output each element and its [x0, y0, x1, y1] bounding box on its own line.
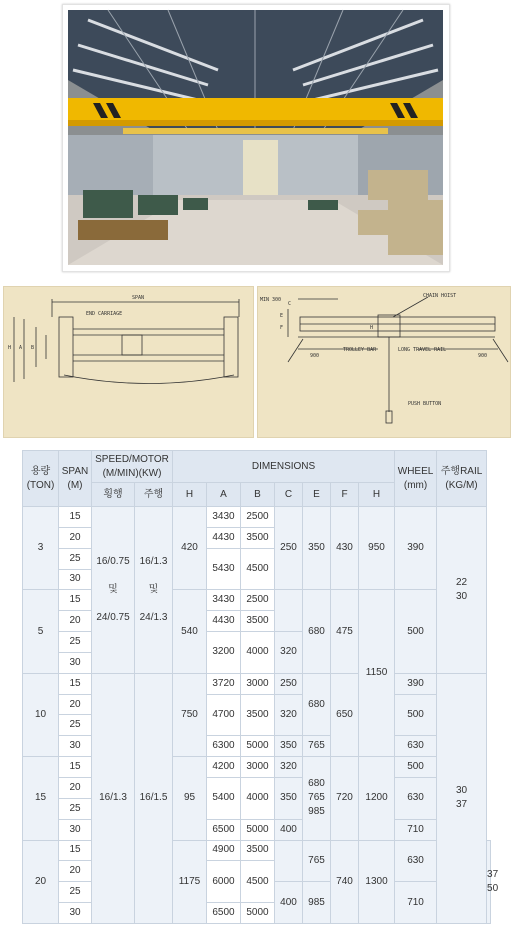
- header-h1: H: [173, 483, 207, 507]
- rail-cell: [487, 840, 499, 924]
- dim-h-cell: 750: [173, 673, 207, 756]
- dim-h-cell: 95: [173, 757, 207, 840]
- dim-c-cell: 320: [275, 632, 303, 674]
- dim-e-cell: 765: [303, 736, 331, 757]
- dim-h2-cell: 1150: [359, 590, 395, 757]
- wheel-cell: 500: [395, 757, 437, 778]
- header-speed-motor-text: SPEED/MOTOR (M/MIN)(KW): [95, 453, 169, 479]
- dim-c-cell: 350: [275, 736, 303, 757]
- wheel-cell: 630: [395, 840, 437, 882]
- dim-e-cell: 985: [303, 882, 331, 924]
- chain-hoist-label: CHAIN HOIST: [423, 293, 457, 299]
- ton-3: 3: [23, 507, 59, 590]
- dim-f-cell: 650: [331, 673, 359, 756]
- span-cell: 25: [59, 882, 92, 903]
- dim-b-cell: 4000: [241, 777, 275, 819]
- header-rail-text: 주행RAIL (KG/M): [440, 465, 483, 491]
- dim-c-label: C: [288, 301, 292, 307]
- header-h2: H: [359, 483, 395, 507]
- dim-e-cell: 680: [303, 673, 331, 736]
- header-span: [59, 451, 92, 507]
- dim-a-cell: 6300: [207, 736, 241, 757]
- dim-e-label: E: [280, 313, 284, 319]
- header-b: B: [241, 483, 275, 507]
- span-cell: 25: [59, 548, 92, 569]
- dim-b-cell: 5000: [241, 903, 275, 924]
- header-travel: 주행: [135, 483, 173, 507]
- speed-travel-small: [135, 507, 173, 674]
- dim-h-cell: 540: [173, 590, 207, 673]
- rail-value-1: 37: [487, 868, 499, 880]
- dim-a-cell: 5400: [207, 777, 241, 819]
- rail-value-2: 37: [455, 799, 468, 811]
- dim-e-value-3: 985: [308, 806, 325, 818]
- dim-h2-cell: 950: [359, 507, 395, 590]
- header-rail: [437, 451, 487, 507]
- dim-e-cell: 350: [303, 507, 331, 590]
- header-c: C: [275, 483, 303, 507]
- span-cell: 30: [59, 903, 92, 924]
- wheel-cell: 630: [395, 736, 437, 757]
- speed-traverse-value-1: 16/0.75: [96, 555, 130, 567]
- span-cell: 25: [59, 798, 92, 819]
- dim-a-cell: 4430: [207, 611, 241, 632]
- dim-c-cell: 400: [275, 819, 303, 840]
- span-cell: 30: [59, 652, 92, 673]
- crane-photo-frame: [62, 4, 450, 272]
- header-speed-motor: [92, 451, 173, 483]
- header-f: F: [331, 483, 359, 507]
- rail-value-1: 22: [455, 576, 468, 588]
- span-cell: 25: [59, 715, 92, 736]
- dim-b-cell: 3000: [241, 673, 275, 694]
- wheel-cell: 630: [395, 777, 437, 819]
- header-e: E: [303, 483, 331, 507]
- dim-c-cell: 320: [275, 694, 303, 736]
- dim-a-cell: 4200: [207, 757, 241, 778]
- dim-a-cell: 6500: [207, 903, 241, 924]
- dim-h-cell: 420: [173, 507, 207, 590]
- dim-h2-cell: 1200: [359, 757, 395, 840]
- trolley-bar-label: TROLLEY BAR: [343, 347, 377, 353]
- header-a: A: [207, 483, 241, 507]
- dim-a-cell: 5430: [207, 548, 241, 590]
- speed-traverse-large: 16/1.3: [92, 673, 135, 923]
- dim-f-cell: 430: [331, 507, 359, 590]
- dim-h-label: H: [8, 345, 12, 351]
- speed-travel-large: 16/1.5: [135, 673, 173, 923]
- span-cell: 20: [59, 777, 92, 798]
- dim-c-cell: 250: [275, 673, 303, 694]
- dim-f-cell: 475: [331, 590, 359, 673]
- span-cell: 30: [59, 819, 92, 840]
- span-cell: 30: [59, 569, 92, 590]
- speed-travel-value-1: 16/1.3: [139, 555, 168, 567]
- dim-a-label: A: [19, 345, 23, 351]
- end-carriage-label: END CARRIAGE: [86, 311, 123, 317]
- wheel-cell: 500: [395, 590, 437, 673]
- crane-elevation-drawing: [257, 286, 511, 438]
- ton-10: 10: [23, 673, 59, 756]
- long-travel-rail-label: LONG TRAVEL RAIL: [398, 347, 447, 353]
- header-span-text: SPAN (M): [61, 465, 89, 491]
- dim-b-cell: 4500: [241, 548, 275, 590]
- speed-traverse-value-2: 24/0.75: [96, 611, 130, 623]
- dim-b-cell: 2500: [241, 507, 275, 528]
- header-capacity: [23, 451, 59, 507]
- dim-c-cell: 320: [275, 757, 303, 778]
- span-label: SPAN: [132, 295, 145, 301]
- dim-e-cell: 765: [303, 840, 331, 882]
- dim-a-cell: 4430: [207, 527, 241, 548]
- crane-plan-drawing: [3, 286, 254, 438]
- dim-c-cell: [275, 590, 303, 632]
- dim-b-cell: 2500: [241, 590, 275, 611]
- span-cell: 30: [59, 736, 92, 757]
- ton-15: 15: [23, 757, 59, 840]
- speed-traverse-small: [92, 507, 135, 674]
- rail-cell: [437, 507, 487, 674]
- rail-value-2: 30: [455, 590, 468, 602]
- wheel-cell: 710: [395, 882, 437, 924]
- dim-c-cell: [275, 840, 303, 882]
- dim-b-cell: 4500: [241, 861, 275, 903]
- dim-e-cell: [303, 757, 331, 840]
- dim-h-label-right: H: [370, 325, 374, 331]
- dim-b-cell: 4000: [241, 632, 275, 674]
- span-cell: 15: [59, 840, 92, 861]
- dim-a-cell: 3430: [207, 507, 241, 528]
- wheel-cell: 500: [395, 694, 437, 736]
- span-cell: 20: [59, 527, 92, 548]
- wheel-cell: 390: [395, 673, 437, 694]
- rail-value-1: 30: [455, 785, 468, 797]
- dim-e-cell: 680: [303, 590, 331, 673]
- dim-f-cell: 720: [331, 757, 359, 840]
- ton-20: 20: [23, 840, 59, 924]
- span-cell: 15: [59, 507, 92, 528]
- span-cell: 15: [59, 590, 92, 611]
- ton-5: 5: [23, 590, 59, 673]
- header-capacity-line1: 용량 (TON): [26, 465, 55, 491]
- dim-h2-cell: 1300: [359, 840, 395, 924]
- dim-b-cell: 3500: [241, 527, 275, 548]
- crane-spec-table: [22, 450, 499, 924]
- dim-b-cell: 5000: [241, 736, 275, 757]
- dim-a-cell: 6000: [207, 861, 241, 903]
- dim-a-cell: 3200: [207, 632, 241, 674]
- header-wheel-text: WHEEL (mm): [397, 465, 434, 491]
- push-button-label: PUSH BUTTON: [408, 401, 442, 407]
- header-dimensions: DIMENSIONS: [173, 451, 395, 483]
- dim-a-cell: 6500: [207, 819, 241, 840]
- dim-e-value-2: 765: [308, 792, 325, 804]
- wheel-cell: 710: [395, 819, 437, 840]
- dim-a-cell: 4700: [207, 694, 241, 736]
- overhead-crane-photo: [68, 10, 443, 265]
- min-label: MIN 300: [260, 297, 282, 303]
- dim-a-cell: 3430: [207, 590, 241, 611]
- header-wheel: [395, 451, 437, 507]
- dim-a-cell: 3720: [207, 673, 241, 694]
- dim-900-right: 900: [478, 353, 488, 359]
- dim-b-cell: 3500: [241, 840, 275, 861]
- wheel-cell: 390: [395, 507, 437, 590]
- header-traverse: 횡행: [92, 483, 135, 507]
- dim-c-cell: 400: [275, 882, 303, 924]
- span-cell: 25: [59, 632, 92, 653]
- dim-b-cell: 5000: [241, 819, 275, 840]
- dim-b-label: B: [31, 345, 35, 351]
- rail-value-2: 50: [487, 882, 499, 894]
- dim-e-value-1: 680: [308, 778, 325, 790]
- speed-travel-and: 및: [148, 583, 159, 595]
- dim-b-cell: 3500: [241, 611, 275, 632]
- span-cell: 15: [59, 673, 92, 694]
- dim-h-cell: 1175: [173, 840, 207, 924]
- dim-c-cell: 350: [275, 777, 303, 819]
- dim-b-cell: 3500: [241, 694, 275, 736]
- span-cell: 15: [59, 757, 92, 778]
- rail-cell: [437, 673, 487, 923]
- span-cell: 20: [59, 861, 92, 882]
- speed-travel-value-2: 24/1.3: [139, 611, 168, 623]
- dim-f-label: F: [280, 325, 284, 331]
- dim-900-left: 900: [310, 353, 320, 359]
- dim-a-cell: 4900: [207, 840, 241, 861]
- dim-c-cell: 250: [275, 507, 303, 590]
- dim-b-cell: 3000: [241, 757, 275, 778]
- dim-f-cell: 740: [331, 840, 359, 924]
- speed-traverse-and: 및: [108, 583, 118, 595]
- span-cell: 20: [59, 694, 92, 715]
- span-cell: 20: [59, 611, 92, 632]
